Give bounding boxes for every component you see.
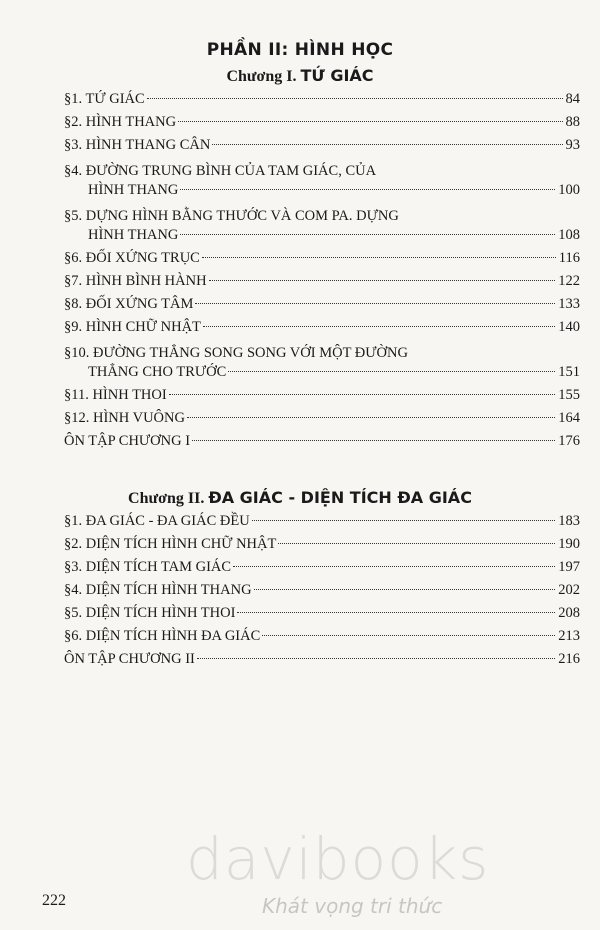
toc-entry-line bbox=[64, 160, 580, 182]
toc-entry-title: HÌNH THANG bbox=[88, 182, 179, 198]
toc-entry-line bbox=[64, 410, 580, 433]
toc-entry-title: §4. DIỆN TÍCH HÌNH THANG bbox=[64, 582, 252, 598]
toc-entry-line bbox=[64, 628, 580, 651]
dot-leader bbox=[228, 371, 555, 372]
chapter1-name: TỨ GIÁC bbox=[300, 66, 374, 85]
toc-entry-page: 190 bbox=[558, 536, 580, 552]
dot-leader bbox=[169, 394, 556, 395]
toc-entry bbox=[64, 342, 580, 387]
toc-entry bbox=[64, 91, 580, 114]
toc-entry-page: 140 bbox=[558, 319, 580, 335]
toc-entry-line bbox=[64, 559, 580, 582]
toc-entry-page: 100 bbox=[558, 182, 580, 198]
toc-entry-line bbox=[64, 91, 580, 114]
toc-entry bbox=[64, 605, 580, 628]
toc-entry bbox=[64, 387, 580, 410]
toc-entry-page: 197 bbox=[558, 559, 580, 575]
toc-entry-line bbox=[64, 513, 580, 536]
toc-entry bbox=[64, 628, 580, 651]
toc-entry bbox=[64, 205, 580, 250]
toc-entry bbox=[64, 137, 580, 160]
dot-leader bbox=[180, 234, 555, 235]
dot-leader bbox=[209, 280, 556, 281]
dot-leader bbox=[233, 566, 555, 567]
toc-entry-title: §6. DIỆN TÍCH HÌNH ĐA GIÁC bbox=[64, 628, 261, 644]
toc-entry-line bbox=[64, 250, 580, 273]
toc-entry-line bbox=[64, 205, 580, 227]
chapter2-prefix: Chương II. bbox=[128, 490, 205, 507]
watermark-tagline: Khát vọng tri thức bbox=[262, 894, 443, 918]
toc-entry-line bbox=[64, 582, 580, 605]
chapter1-title bbox=[0, 66, 600, 86]
toc-entry-line bbox=[64, 536, 580, 559]
toc-entry-line bbox=[64, 137, 580, 160]
toc-entry-title: §8. ĐỐI XỨNG TÂM bbox=[64, 296, 194, 312]
dot-leader bbox=[237, 612, 555, 613]
toc-entry-page: 108 bbox=[558, 227, 580, 243]
toc-entry-page: 183 bbox=[558, 513, 580, 529]
chapter1-toc bbox=[64, 91, 580, 456]
toc-entry-title: §9. HÌNH CHỮ NHẬT bbox=[64, 319, 201, 335]
toc-entry-line bbox=[64, 651, 580, 674]
dot-leader bbox=[262, 635, 555, 636]
toc-entry bbox=[64, 513, 580, 536]
part-title: PHẦN II: HÌNH HỌC bbox=[206, 40, 394, 60]
dot-leader bbox=[252, 520, 556, 521]
toc-entry-page: 116 bbox=[558, 250, 580, 266]
toc-entry bbox=[64, 296, 580, 319]
toc-entry bbox=[64, 582, 580, 605]
dot-leader bbox=[187, 417, 555, 418]
toc-entry-line bbox=[64, 364, 580, 387]
toc-entry-page: 133 bbox=[558, 296, 580, 312]
chapter1-prefix: Chương I. bbox=[226, 68, 297, 85]
toc-entry-title: §4. ĐƯỜNG TRUNG BÌNH CỦA TAM GIÁC, CỦA bbox=[64, 163, 377, 179]
toc-entry bbox=[64, 273, 580, 296]
dot-leader bbox=[197, 658, 555, 659]
toc-entry-title: §2. DIỆN TÍCH HÌNH CHỮ NHẬT bbox=[64, 536, 277, 552]
toc-entry-page: 164 bbox=[558, 410, 580, 426]
toc-entry-page: 122 bbox=[558, 273, 580, 289]
toc-entry bbox=[64, 433, 580, 456]
dot-leader bbox=[278, 543, 555, 544]
toc-entry-line bbox=[64, 319, 580, 342]
dot-leader bbox=[192, 440, 555, 441]
toc-entry-page: 176 bbox=[558, 433, 580, 449]
toc-entry-line bbox=[64, 433, 580, 456]
toc-entry-title: §5. DIỆN TÍCH HÌNH THOI bbox=[64, 605, 236, 621]
toc-entry-page: 213 bbox=[558, 628, 580, 644]
toc-entry-page: 84 bbox=[565, 91, 580, 107]
toc-entry bbox=[64, 410, 580, 433]
toc-entry-line bbox=[64, 227, 580, 250]
chapter2-title bbox=[0, 488, 600, 508]
toc-entry-line bbox=[64, 114, 580, 137]
toc-entry-title: §11. HÌNH THOI bbox=[64, 387, 167, 403]
toc-entry bbox=[64, 160, 580, 205]
toc-entry-title: ÔN TẬP CHƯƠNG II bbox=[64, 651, 195, 667]
toc-entry-title: §3. DIỆN TÍCH TAM GIÁC bbox=[64, 559, 232, 575]
toc-entry-line bbox=[64, 296, 580, 319]
toc-entry-line bbox=[64, 387, 580, 410]
toc-entry-page: 208 bbox=[558, 605, 580, 621]
toc-entry-title: §10. ĐƯỜNG THẲNG SONG SONG VỚI MỘT ĐƯỜNG bbox=[64, 345, 408, 361]
chapter2-toc bbox=[64, 513, 580, 674]
toc-entry-page: 155 bbox=[558, 387, 580, 403]
toc-entry-title: THẲNG CHO TRƯỚC bbox=[88, 364, 227, 380]
toc-entry-line bbox=[64, 182, 580, 205]
dot-leader bbox=[254, 589, 556, 590]
toc-entry-title: §12. HÌNH VUÔNG bbox=[64, 410, 185, 426]
chapter2-name: ĐA GIÁC - DIỆN TÍCH ĐA GIÁC bbox=[208, 488, 472, 507]
dot-leader bbox=[180, 189, 555, 190]
toc-entry-title: HÌNH THANG bbox=[88, 227, 179, 243]
toc-entry-title: §1. TỨ GIÁC bbox=[64, 91, 145, 107]
toc-entry-page: 151 bbox=[558, 364, 580, 380]
dot-leader bbox=[178, 121, 562, 122]
toc-entry-title: §6. ĐỐI XỨNG TRỤC bbox=[64, 250, 200, 266]
toc-entry-title: §7. HÌNH BÌNH HÀNH bbox=[64, 273, 207, 289]
toc-entry bbox=[64, 250, 580, 273]
dot-leader bbox=[147, 98, 563, 99]
toc-entry-page: 93 bbox=[565, 137, 580, 153]
toc-entry-title: ÔN TẬP CHƯƠNG I bbox=[64, 433, 191, 449]
toc-entry-line bbox=[64, 342, 580, 364]
toc-entry-title: §5. DỰNG HÌNH BẰNG THƯỚC VÀ COM PA. DỰNG bbox=[64, 208, 399, 224]
toc-entry-title: §1. ĐA GIÁC - ĐA GIÁC ĐỀU bbox=[64, 513, 250, 529]
toc-entry bbox=[64, 651, 580, 674]
toc-entry-page: 216 bbox=[558, 651, 580, 667]
toc-entry bbox=[64, 536, 580, 559]
page-number: 222 bbox=[42, 892, 66, 909]
dot-leader bbox=[212, 144, 562, 145]
toc-entry-line bbox=[64, 273, 580, 296]
watermark-brand: davibooks bbox=[186, 825, 490, 893]
toc-entry bbox=[64, 114, 580, 137]
toc-entry-title: §3. HÌNH THANG CÂN bbox=[64, 137, 211, 153]
dot-leader bbox=[195, 303, 555, 304]
toc-entry-page: 88 bbox=[565, 114, 580, 130]
toc-entry bbox=[64, 559, 580, 582]
toc-entry bbox=[64, 319, 580, 342]
dot-leader bbox=[203, 326, 555, 327]
toc-entry-line bbox=[64, 605, 580, 628]
dot-leader bbox=[202, 257, 556, 258]
toc-entry-title: §2. HÌNH THANG bbox=[64, 114, 177, 130]
toc-entry-page: 202 bbox=[558, 582, 580, 598]
